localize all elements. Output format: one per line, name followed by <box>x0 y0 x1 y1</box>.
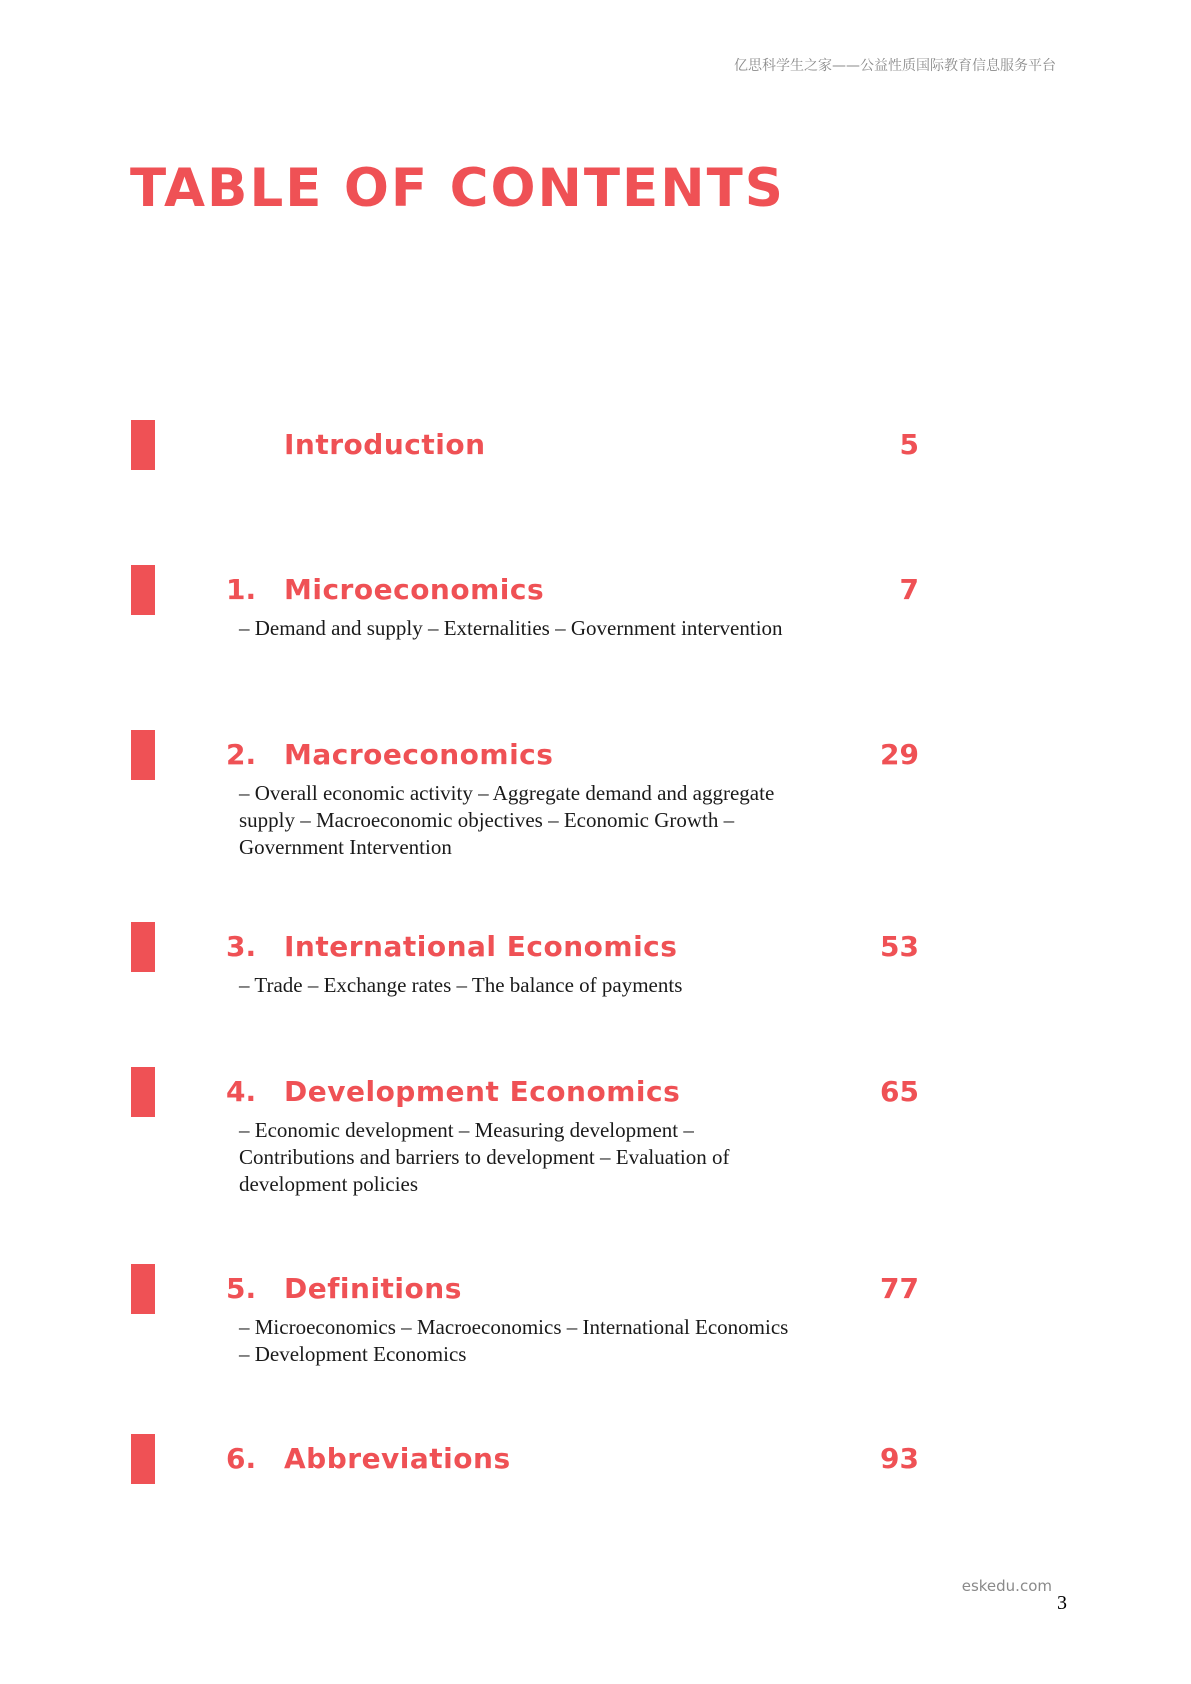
entry-title[interactable]: Abbreviations <box>284 1442 511 1475</box>
entry-marker <box>131 1434 155 1484</box>
entry-number: 1. <box>226 573 257 606</box>
entry-marker <box>131 730 155 780</box>
entry-marker <box>131 1264 155 1314</box>
entry-number: 4. <box>226 1075 257 1108</box>
entry-page-number[interactable]: 93 <box>880 1442 919 1475</box>
entry-number: 5. <box>226 1272 257 1305</box>
entry-description: – Demand and supply – Externalities – Government intervention <box>239 616 783 640</box>
entry-number: 3. <box>226 930 257 963</box>
entry-page-number[interactable]: 5 <box>899 428 919 461</box>
entry-description: – Microeconomics – Macroeconomics – International Economics – Development Economics <box>239 1315 789 1366</box>
header-note: 亿思科学生之家——公益性质国际教育信息服务平台 <box>734 58 1056 74</box>
entry-title[interactable]: Introduction <box>284 428 486 461</box>
entry-page-number[interactable]: 53 <box>880 930 919 963</box>
entry-marker <box>131 922 155 972</box>
entry-number: 6. <box>226 1442 257 1475</box>
entry-page-number[interactable]: 7 <box>899 573 919 606</box>
page-number: 3 <box>1057 1592 1067 1614</box>
page-title: TABLE OF CONTENTS <box>130 158 785 219</box>
entry-page-number[interactable]: 77 <box>880 1272 919 1305</box>
entry-description: – Trade – Exchange rates – The balance of payments <box>239 973 683 997</box>
entry-description: – Overall economic activity – Aggregate demand and aggregate supply – Macroeconomic objectives – Economic Growth – Government Intervention <box>239 781 775 859</box>
footer-site-name: eskedu.com <box>961 1577 1052 1595</box>
entry-page-number[interactable]: 29 <box>880 738 919 771</box>
entry-title[interactable]: Microeconomics <box>284 573 545 606</box>
entry-number: 2. <box>226 738 257 771</box>
entry-title[interactable]: Development Economics <box>284 1075 681 1108</box>
entry-title[interactable]: International Economics <box>284 930 678 963</box>
entry-page-number[interactable]: 65 <box>880 1075 919 1108</box>
entry-marker <box>131 565 155 615</box>
entry-title[interactable]: Definitions <box>284 1272 462 1305</box>
entry-marker <box>131 1067 155 1117</box>
entry-marker <box>131 420 155 470</box>
entry-description: – Economic development – Measuring development – Contributions and barriers to development – Evaluation of development policies <box>239 1118 730 1196</box>
entry-title[interactable]: Macroeconomics <box>284 738 554 771</box>
